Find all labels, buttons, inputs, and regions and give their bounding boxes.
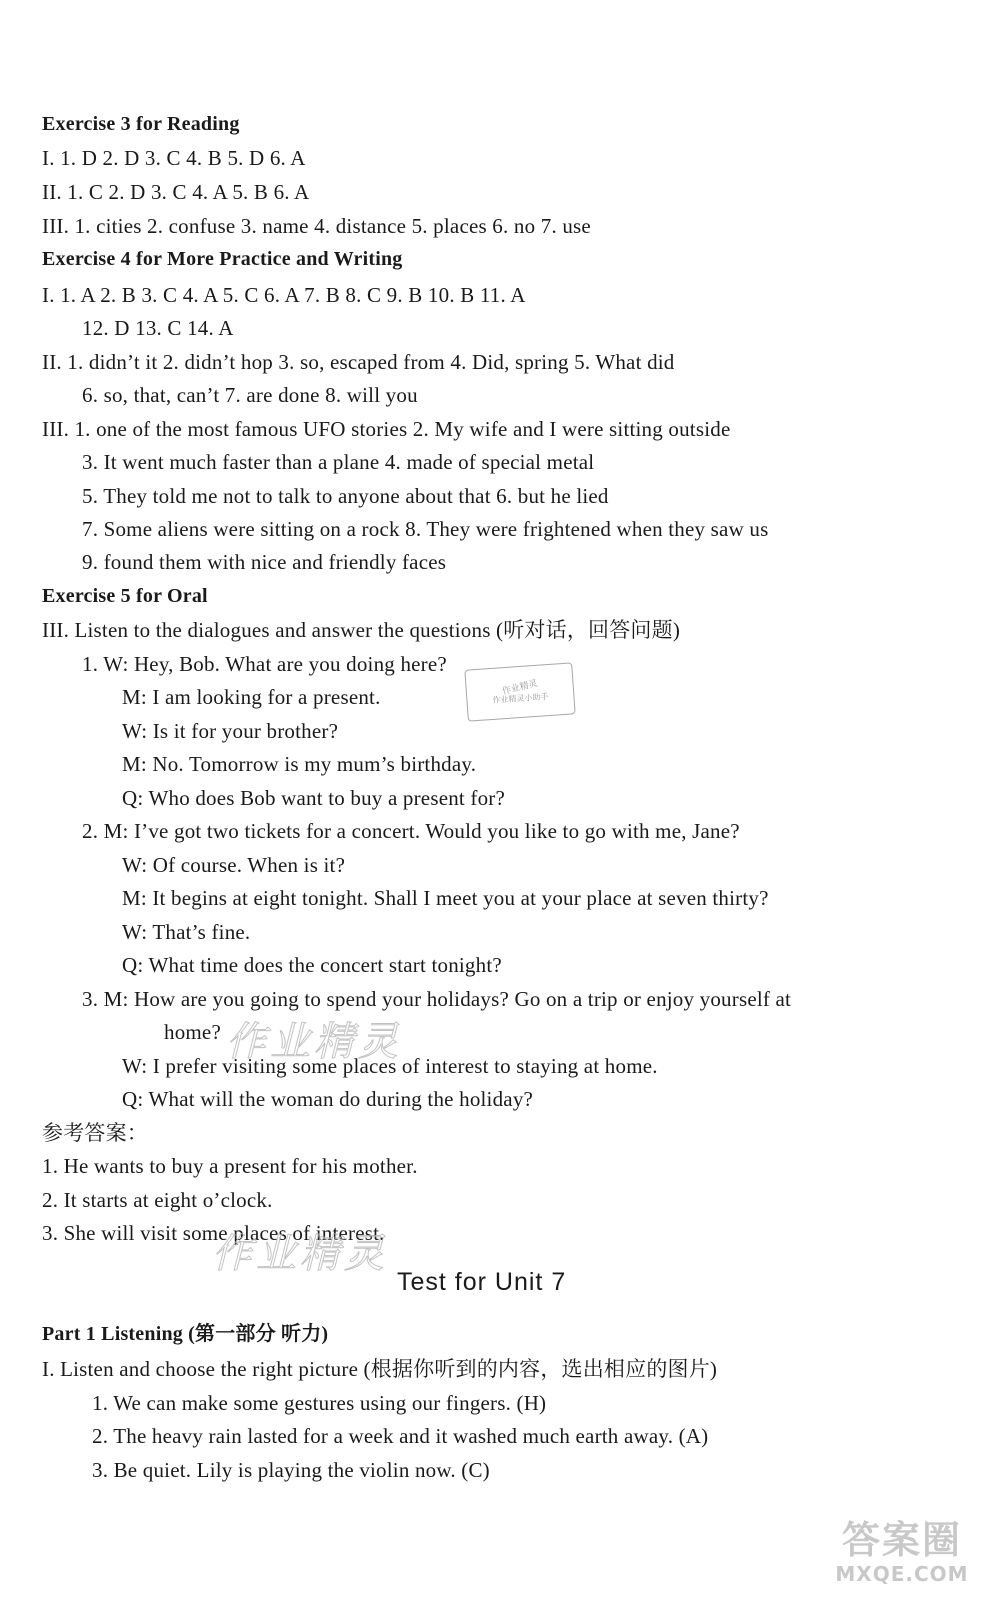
watermark-text: 作业精灵 bbox=[226, 1019, 402, 1065]
dialogue-1-line: M: No. Tomorrow is my mum’s birthday. bbox=[122, 752, 477, 776]
listening-item: 2. The heavy rain lasted for a week and it washed much earth away. (A) bbox=[92, 1424, 709, 1448]
exercise-4-line-1: I. 1. A 2. B 3. C 4. A 5. C 6. A 7. B 8. C 9. B 10. B 11. A bbox=[42, 283, 526, 307]
listening-intro: I. Listen and choose the right picture (根据你听到的内容，选出相应的图片) bbox=[42, 1357, 718, 1381]
dialogue-3-line: W: I prefer visiting some places of interest to staying at home. bbox=[122, 1054, 658, 1078]
dialogue-1-line: 1. W: Hey, Bob. What are you doing here? bbox=[82, 652, 447, 676]
site-logo-watermark bbox=[822, 1518, 982, 1592]
helper-stamp bbox=[464, 662, 575, 721]
dialogue-2-line: 2. M: I’ve got two tickets for a concert. Would you like to go with me, Jane? bbox=[82, 819, 740, 843]
exercise-4-line-3: II. 1. didn’t it 2. didn’t hop 3. so, escaped from 4. Did, spring 5. What did bbox=[42, 350, 675, 374]
dialogue-3-line: home? bbox=[164, 1020, 221, 1044]
dialogue-2-line: W: That’s fine. bbox=[122, 920, 251, 944]
dialogue-2-question: Q: What time does the concert start tonight? bbox=[122, 953, 502, 977]
dialogue-1-line: M: I am looking for a present. bbox=[122, 685, 381, 709]
logo-text: 答案圈 bbox=[841, 1518, 962, 1562]
dialogue-2-line: M: It begins at eight tonight. Shall I meet you at your place at seven thirty? bbox=[122, 886, 769, 910]
watermark-text: 作业精灵 bbox=[212, 1231, 388, 1277]
reference-answer: 3. She will visit some places of interest. bbox=[42, 1221, 385, 1245]
exercise-3-line-1: I. 1. D 2. D 3. C 4. B 5. D 6. A bbox=[42, 146, 306, 170]
logo-url: MXQE.COM bbox=[835, 1562, 969, 1586]
reference-answer: 1. He wants to buy a present for his mother. bbox=[42, 1154, 418, 1178]
dialogue-1-question: Q: Who does Bob want to buy a present for? bbox=[122, 786, 506, 810]
exercise-4-line-5: III. 1. one of the most famous UFO stories 2. My wife and I were sitting outside bbox=[42, 417, 731, 441]
exercise-3-line-2: II. 1. C 2. D 3. C 4. A 5. B 6. A bbox=[42, 180, 310, 204]
exercise-4-line-6: 3. It went much faster than a plane 4. made of special metal bbox=[82, 450, 595, 474]
reference-answer: 2. It starts at eight o’clock. bbox=[42, 1188, 273, 1212]
stamp-top-text: 作业精灵 bbox=[501, 678, 539, 698]
listening-item: 3. Be quiet. Lily is playing the violin now. (C) bbox=[92, 1458, 490, 1482]
dialogue-1-line: W: Is it for your brother? bbox=[122, 719, 339, 743]
dialogue-3-question: Q: What will the woman do during the holiday? bbox=[122, 1087, 534, 1111]
exercise-4-line-2: 12. D 13. C 14. A bbox=[82, 316, 234, 340]
part-1-heading: Part 1 Listening (第一部分 听力) bbox=[42, 1323, 329, 1345]
exercise-5-intro: III. Listen to the dialogues and answer the questions (听对话，回答问题) bbox=[42, 618, 681, 642]
exercise-3-line-3: III. 1. cities 2. confuse 3. name 4. distance 5. places 6. no 7. use bbox=[42, 214, 591, 238]
exercise-4-line-4: 6. so, that, can’t 7. are done 8. will you bbox=[82, 383, 418, 407]
dialogue-2-line: W: Of course. When is it? bbox=[122, 853, 346, 877]
dialogue-3-line: 3. M: How are you going to spend your holidays? Go on a trip or enjoy yourself at bbox=[82, 987, 792, 1011]
listening-item: 1. We can make some gestures using our fingers. (H) bbox=[92, 1391, 547, 1415]
reference-answers-heading: 参考答案： bbox=[42, 1121, 148, 1145]
exercise-4-line-8: 7. Some aliens were sitting on a rock 8. They were frightened when they saw us bbox=[82, 517, 769, 541]
exercise-4-line-7: 5. They told me not to talk to anyone about that 6. but he lied bbox=[82, 484, 609, 508]
exercise-5-heading: Exercise 5 for Oral bbox=[42, 585, 208, 607]
exercise-4-heading: Exercise 4 for More Practice and Writing bbox=[42, 248, 403, 270]
stamp-bottom-text: 作业精灵小助手 bbox=[492, 692, 549, 705]
test-title: Test for Unit 7 bbox=[397, 1268, 567, 1296]
exercise-4-line-9: 9. found them with nice and friendly faces bbox=[82, 550, 447, 574]
exercise-3-heading: Exercise 3 for Reading bbox=[42, 113, 240, 135]
